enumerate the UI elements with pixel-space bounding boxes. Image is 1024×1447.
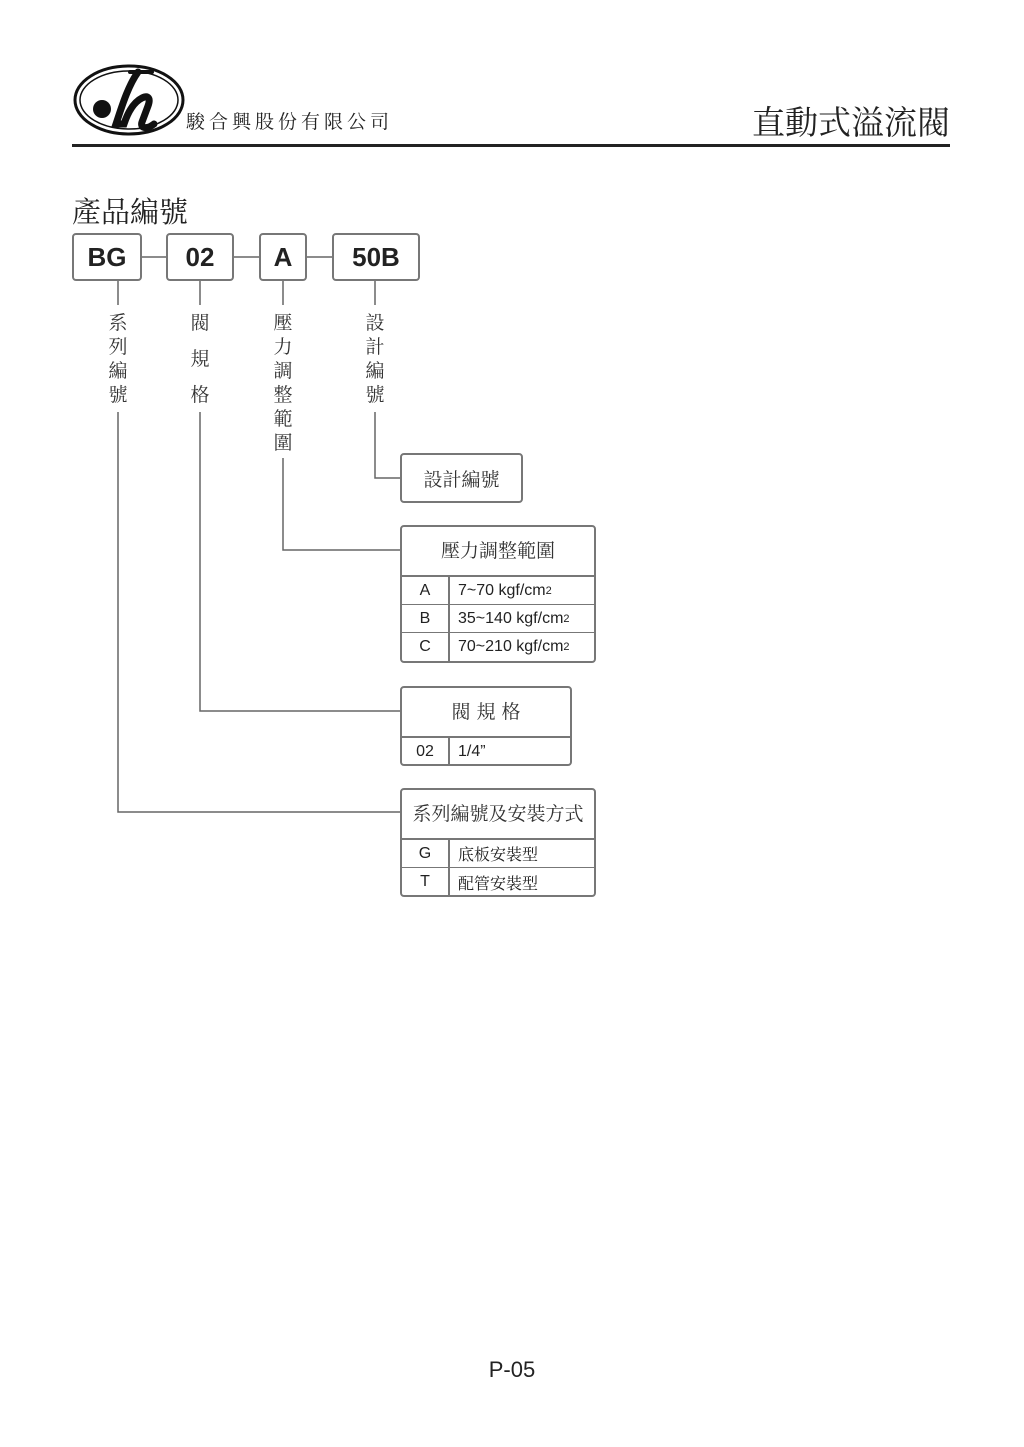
label-series-number — [103, 311, 133, 407]
vertical-label-char: 編 — [108, 360, 128, 382]
pressure-value: 70~210 kgf/cm 2 — [458, 638, 570, 655]
pressure-range-table — [400, 525, 596, 663]
code-box-size: 02 — [166, 233, 234, 281]
design-number-box — [400, 453, 523, 503]
code-box-pressure: A — [259, 233, 307, 281]
code-box-design: 50B — [332, 233, 420, 281]
vertical-label-char: 計 — [365, 336, 385, 358]
company-name: 駿合興股份有限公司 — [186, 111, 394, 133]
pressure-value: 7~70 kgf/cm 2 — [458, 581, 552, 599]
vertical-label-char: 閥 — [190, 312, 210, 334]
vertical-label-char: 調 — [273, 360, 293, 382]
series-mounting-table — [400, 788, 596, 897]
series-mounting-title: 系列編號及安裝方式 — [402, 790, 594, 840]
pressure-code: A — [402, 577, 450, 604]
label-pressure-range — [268, 311, 298, 455]
label-design-number — [360, 311, 390, 407]
vertical-label-char: 整 — [273, 384, 293, 406]
mounting-type: 底板安裝型 — [458, 845, 539, 864]
section-title: 產品編號 — [72, 195, 189, 229]
table-row — [402, 868, 594, 896]
vertical-label-char: 設 — [365, 312, 385, 334]
vertical-label-char: 力 — [273, 336, 293, 358]
vertical-label-char: 圍 — [273, 432, 293, 454]
pressure-range-title: 壓力調整範圍 — [402, 527, 594, 577]
vertical-label-char: 號 — [365, 384, 385, 406]
table-row — [402, 605, 594, 633]
code-box-series: BG — [72, 233, 142, 281]
vertical-label-char: 列 — [108, 336, 128, 358]
series-code: T — [402, 868, 450, 896]
table-row — [402, 738, 570, 766]
vertical-label-char: 規 — [190, 348, 210, 370]
pressure-code: C — [402, 633, 450, 661]
size-code: 02 — [402, 738, 450, 766]
table-row — [402, 840, 594, 868]
size-value: 1/4” — [458, 743, 486, 760]
vertical-label-char: 範 — [273, 408, 293, 430]
page-title: 直動式溢流閥 — [752, 103, 950, 142]
vertical-label-char: 格 — [190, 384, 210, 406]
page-number: P-05 — [488, 1357, 536, 1382]
mounting-type: 配管安裝型 — [458, 873, 539, 893]
pressure-value: 35~140 kgf/cm 2 — [458, 609, 570, 627]
series-code: G — [402, 840, 450, 867]
valve-size-table — [400, 686, 572, 766]
label-valve-size — [185, 311, 215, 419]
vertical-label-char: 號 — [108, 384, 128, 406]
table-row — [402, 633, 594, 661]
vertical-label-char: 壓 — [273, 312, 293, 334]
table-row — [402, 577, 594, 605]
pressure-code: B — [402, 605, 450, 632]
valve-size-title: 閥 規 格 — [402, 688, 570, 738]
vertical-label-char: 編 — [365, 360, 385, 382]
design-number-box-label: 設計編號 — [423, 468, 500, 491]
vertical-label-char: 系 — [108, 312, 128, 334]
